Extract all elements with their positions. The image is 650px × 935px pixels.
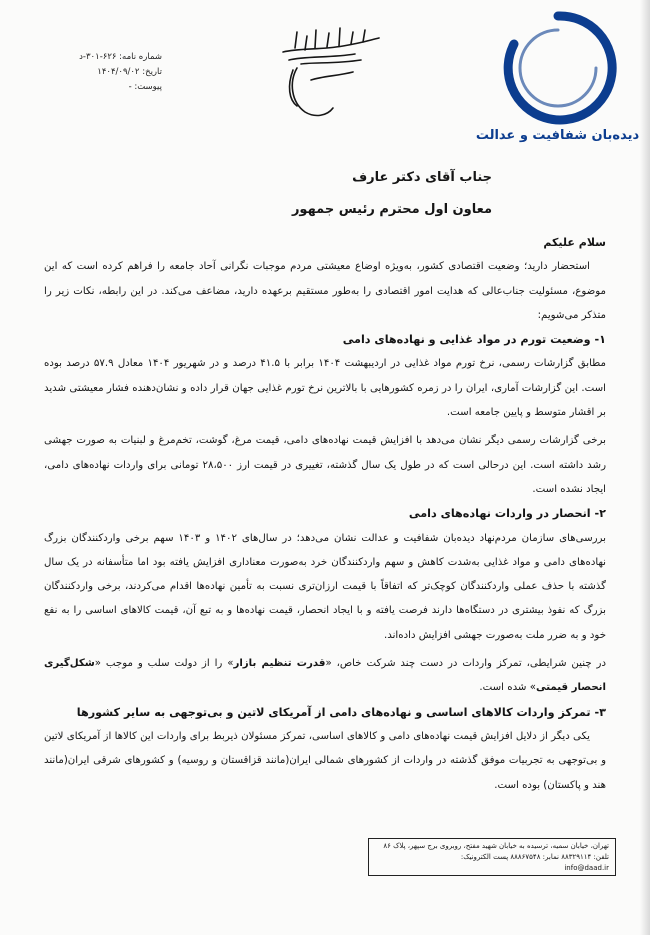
organization-logo: [470, 10, 645, 170]
calligraphy-icon: [275, 20, 385, 120]
recipient-name: جناب آقای دکتر عارف: [352, 170, 492, 185]
letter-meta: [42, 50, 162, 95]
section2-paragraph1: بررسی‌های سازمان مردم‌نهاد دیده‌بان شفافیت و عدالت نشان می‌دهد؛ در سال‌های ۱۴۰۲ و ۱۴۰۳ سهم برخی واردکنندگان بزرگ نهاده‌های دامی و مواد غذایی به‌شدت کاهش و سهم واردکنندگان خرد به‌صورت معناداری افزایش یافته بود اما متأسفانه در یک سال گذشته با حذف عملی واردکنندگان کوچک‌تر که اتفاقاً با قیمت ارزان‌تری نسبت به تأمین نهاده‌ها اقدام می‌کردند، برخی واردکنندگان بزرگ که نفوذ بیشتری در دستگاه‌ها دارند فرصت یافته و با ایجاد انحصار، قیمت نهاده‌ها و به تبع آن، قیمت کالاهای اساسی را به نفع خود و به ضرر ملت به‌صورت جهشی افزایش داده‌اند.: [44, 532, 606, 641]
section2-p2-middle: » را از دولت سلب و موجب «: [94, 658, 234, 670]
intro-paragraph: استحضار دارید؛ وضعیت اقتصادی کشور، به‌ویژه اوضاع معیشتی مردم موجبات نگرانی آحاد جامعه را فراهم کرده است که این موضوع، مسئولیت جناب‌عالی که هدایت امور اقتصادی را به‌طور مستقیم برعهده دارید، مضاعف می‌کند. در این رابطه، نکات زیر را متذکر می‌شویم:: [44, 261, 606, 321]
bismillah-calligraphy: [275, 20, 385, 120]
recipient-block: [292, 162, 492, 226]
letter-body: [44, 231, 606, 798]
footer-phones: [375, 852, 609, 874]
letter-date: تاریخ: ۱۴۰۴/۰۹/۰۲: [97, 67, 162, 77]
footer-address: تهران، خیابان سمیه، ترسیده به خیابان شهید مفتح، روبروی برج سپهر، پلاک ۸۶: [383, 842, 609, 850]
section2-paragraph2: [44, 652, 606, 701]
section3-paragraph1: یکی دیگر از دلایل افزایش قیمت نهاده‌های دامی و کالاهای اساسی، تمرکز مسئولان ذیربط برای واردات این کالاها از آمریکای لاتین و بی‌توجهی به تجربیات موفق گذشته در واردات از کشورهای شمالی ایران(مانند قزاقستان و روسیه) و کشورهای شرقی ایران(مانند هند و پاکستان) بوده است.: [44, 730, 606, 791]
price-monopoly-phrase: شکل‌گیری انحصار قیمتی: [44, 658, 606, 694]
footer-contact-box: [368, 838, 616, 876]
letter-attachment: پیوست: -: [128, 82, 162, 92]
section2-p2-end: » شده است.: [479, 682, 536, 694]
section3-heading: ۳- تمرکز واردات کالاهای اساسی و نهاده‌های دامی از آمریکای لاتین و بی‌توجهی به سایر کشورها: [76, 705, 606, 719]
section1-paragraph1: مطابق گزارشات رسمی، نرخ تورم مواد غذایی در اردیبهشت ۱۴۰۴ برابر با ۴۱.۵ درصد و در شهریور ۱۴۰۴ معادل ۵۷.۹ درصد بوده است. این گزارشات آماری، ایران را در زمره کشورهایی با بالاترین نرخ تورم غذایی جهان قرار داده و نشان‌دهنده فشار معیشتی شدید بر اقشار متوسط و پایین جامعه است.: [44, 358, 606, 419]
market-regulation-phrase: قدرت تنظیم بازار: [233, 658, 326, 670]
section1-paragraph2: برخی گزارشات رسمی دیگر نشان می‌دهد با افزایش قیمت نهاده‌های دامی، قیمت مرغ، گوشت، تخم‌مرغ و لبنیات به صورت جهشی رشد داشته است. این درحالی است که در طول یک سال گذشته، تغییری در قیمت ارز ۲۸،۵۰۰ تومانی برای واردات نهاده‌های دامی، ایجاد نشده است.: [44, 435, 606, 495]
logo-ring-icon: [498, 10, 618, 132]
logo-text: دیده‌بان شفافیت و عدالت: [475, 128, 640, 143]
recipient-title: معاون اول محترم رئیس جمهور: [291, 202, 492, 217]
greeting: سلام علیکم: [543, 236, 606, 249]
section2-p2-start: در چنین شرایطی، تمرکز واردات در دست چند شرکت خاص، «: [325, 658, 606, 670]
footer-email: info@daad.ir: [564, 864, 609, 872]
letter-number: شماره نامه: ۶۲۶-۳۰۱-د: [79, 52, 162, 62]
section1-heading: ۱- وضعیت تورم در مواد غذایی و نهاده‌های دامی: [342, 333, 606, 347]
footer-phone-numbers: تلفن: ۸۸۳۲۹۱۱۴ نمابر: ۸۸۸۶۷۵۴۸ پست الکترونیک:: [460, 853, 609, 861]
section2-heading: ۲- انحصار در واردات نهاده‌های دامی: [408, 507, 606, 521]
